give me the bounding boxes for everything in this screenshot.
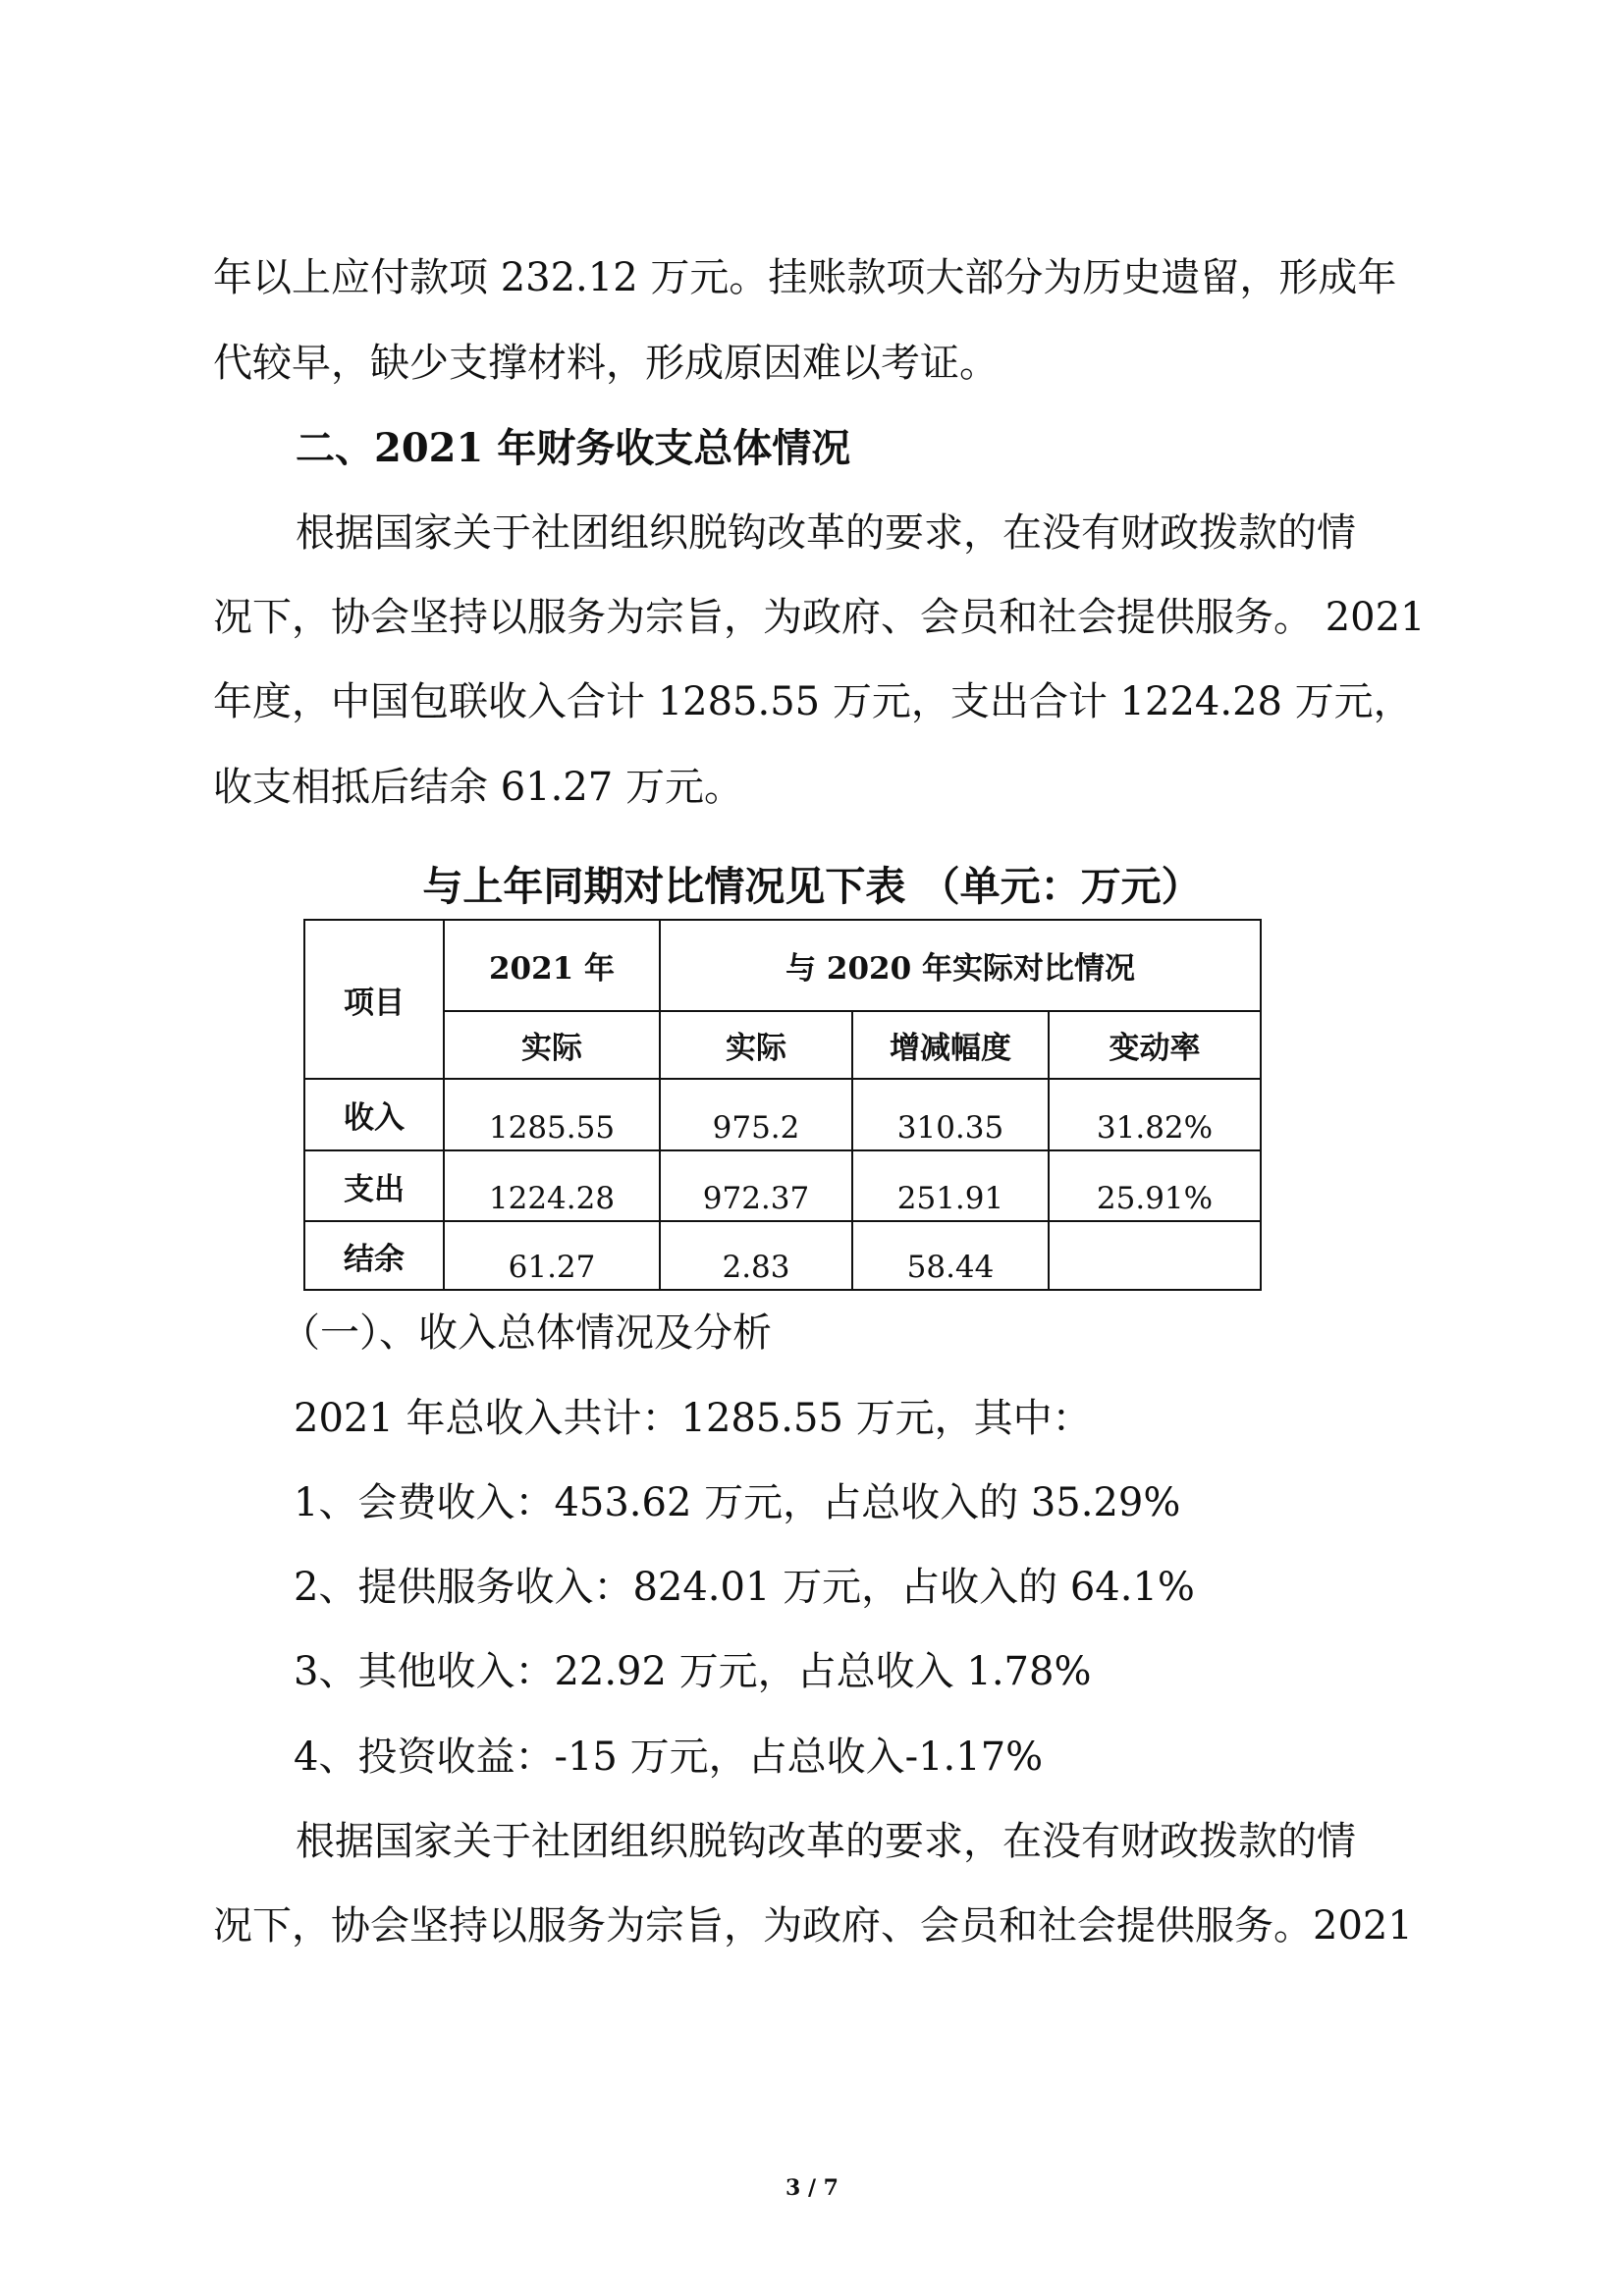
paragraph-line: 况下，协会坚持以服务为宗旨，为政府、会员和社会提供服务。 2021 (213, 595, 1426, 640)
header-item: 项目 (304, 920, 444, 1079)
cell-change: 58.44 (852, 1221, 1049, 1290)
cell-2020: 972.37 (660, 1150, 852, 1221)
page-number: 3 / 7 (785, 2175, 839, 2201)
paragraph-line: 况下，协会坚持以服务为宗旨，为政府、会员和社会提供服务。2021 (213, 1903, 1413, 1949)
cell-rate: 25.91% (1049, 1150, 1261, 1221)
comparison-table (303, 919, 1262, 1291)
paragraph-line: 根据国家关于社团组织脱钩改革的要求，在没有财政拨款的情 (296, 1819, 1356, 1864)
paragraph-line: 收支相抵后结余 61.27 万元。 (213, 765, 743, 810)
paragraph-line: 代较早，缺少支撑材料，形成原因难以考证。 (213, 341, 999, 386)
cell-rate (1049, 1221, 1261, 1290)
cell-2021: 1285.55 (444, 1079, 660, 1150)
header-actual-2020: 实际 (660, 1011, 852, 1079)
header-year-2021: 2021 年 (444, 920, 660, 1011)
cell-change: 251.91 (852, 1150, 1049, 1221)
cell-2021: 1224.28 (444, 1150, 660, 1221)
paragraph-line: 年度，中国包联收入合计 1285.55 万元，支出合计 1224.28 万元， (213, 679, 1413, 724)
cell-rate: 31.82% (1049, 1079, 1261, 1150)
cell-2020: 2.83 (660, 1221, 852, 1290)
table-row (304, 1221, 1261, 1290)
table-row (304, 1079, 1261, 1150)
row-label: 支出 (304, 1150, 444, 1221)
header-rate: 变动率 (1049, 1011, 1261, 1079)
list-item: 2、提供服务收入：824.01 万元，占收入的 64.1% (294, 1565, 1195, 1610)
cell-2021: 61.27 (444, 1221, 660, 1290)
header-actual-2021: 实际 (444, 1011, 660, 1079)
paragraph-line: 年以上应付款项 232.12 万元。挂账款项大部分为历史遗留，形成年 (213, 255, 1397, 300)
paragraph-line: 根据国家关于社团组织脱钩改革的要求，在没有财政拨款的情 (296, 510, 1356, 556)
subsection-heading: （一）、收入总体情况及分析 (281, 1310, 772, 1356)
header-compare-2020: 与 2020 年实际对比情况 (660, 920, 1261, 1011)
row-label: 收入 (304, 1079, 444, 1150)
paragraph-line: 2021 年总收入共计：1285.55 万元，其中： (294, 1396, 1092, 1441)
cell-change: 310.35 (852, 1079, 1049, 1150)
cell-2020: 975.2 (660, 1079, 852, 1150)
row-label: 结余 (304, 1221, 444, 1290)
table-row (304, 1150, 1261, 1221)
list-item: 3、其他收入：22.92 万元，占总收入 1.78% (294, 1649, 1092, 1694)
table-caption: 与上年同期对比情况见下表 （单元：万元） (422, 863, 1202, 910)
header-change: 增减幅度 (852, 1011, 1049, 1079)
section-heading: 二、2021 年财务收支总体情况 (296, 425, 851, 471)
list-item: 1、会费收入：453.62 万元，占总收入的 35.29% (294, 1480, 1181, 1525)
list-item: 4、投资收益：-15 万元，占总收入-1.17% (294, 1735, 1044, 1780)
